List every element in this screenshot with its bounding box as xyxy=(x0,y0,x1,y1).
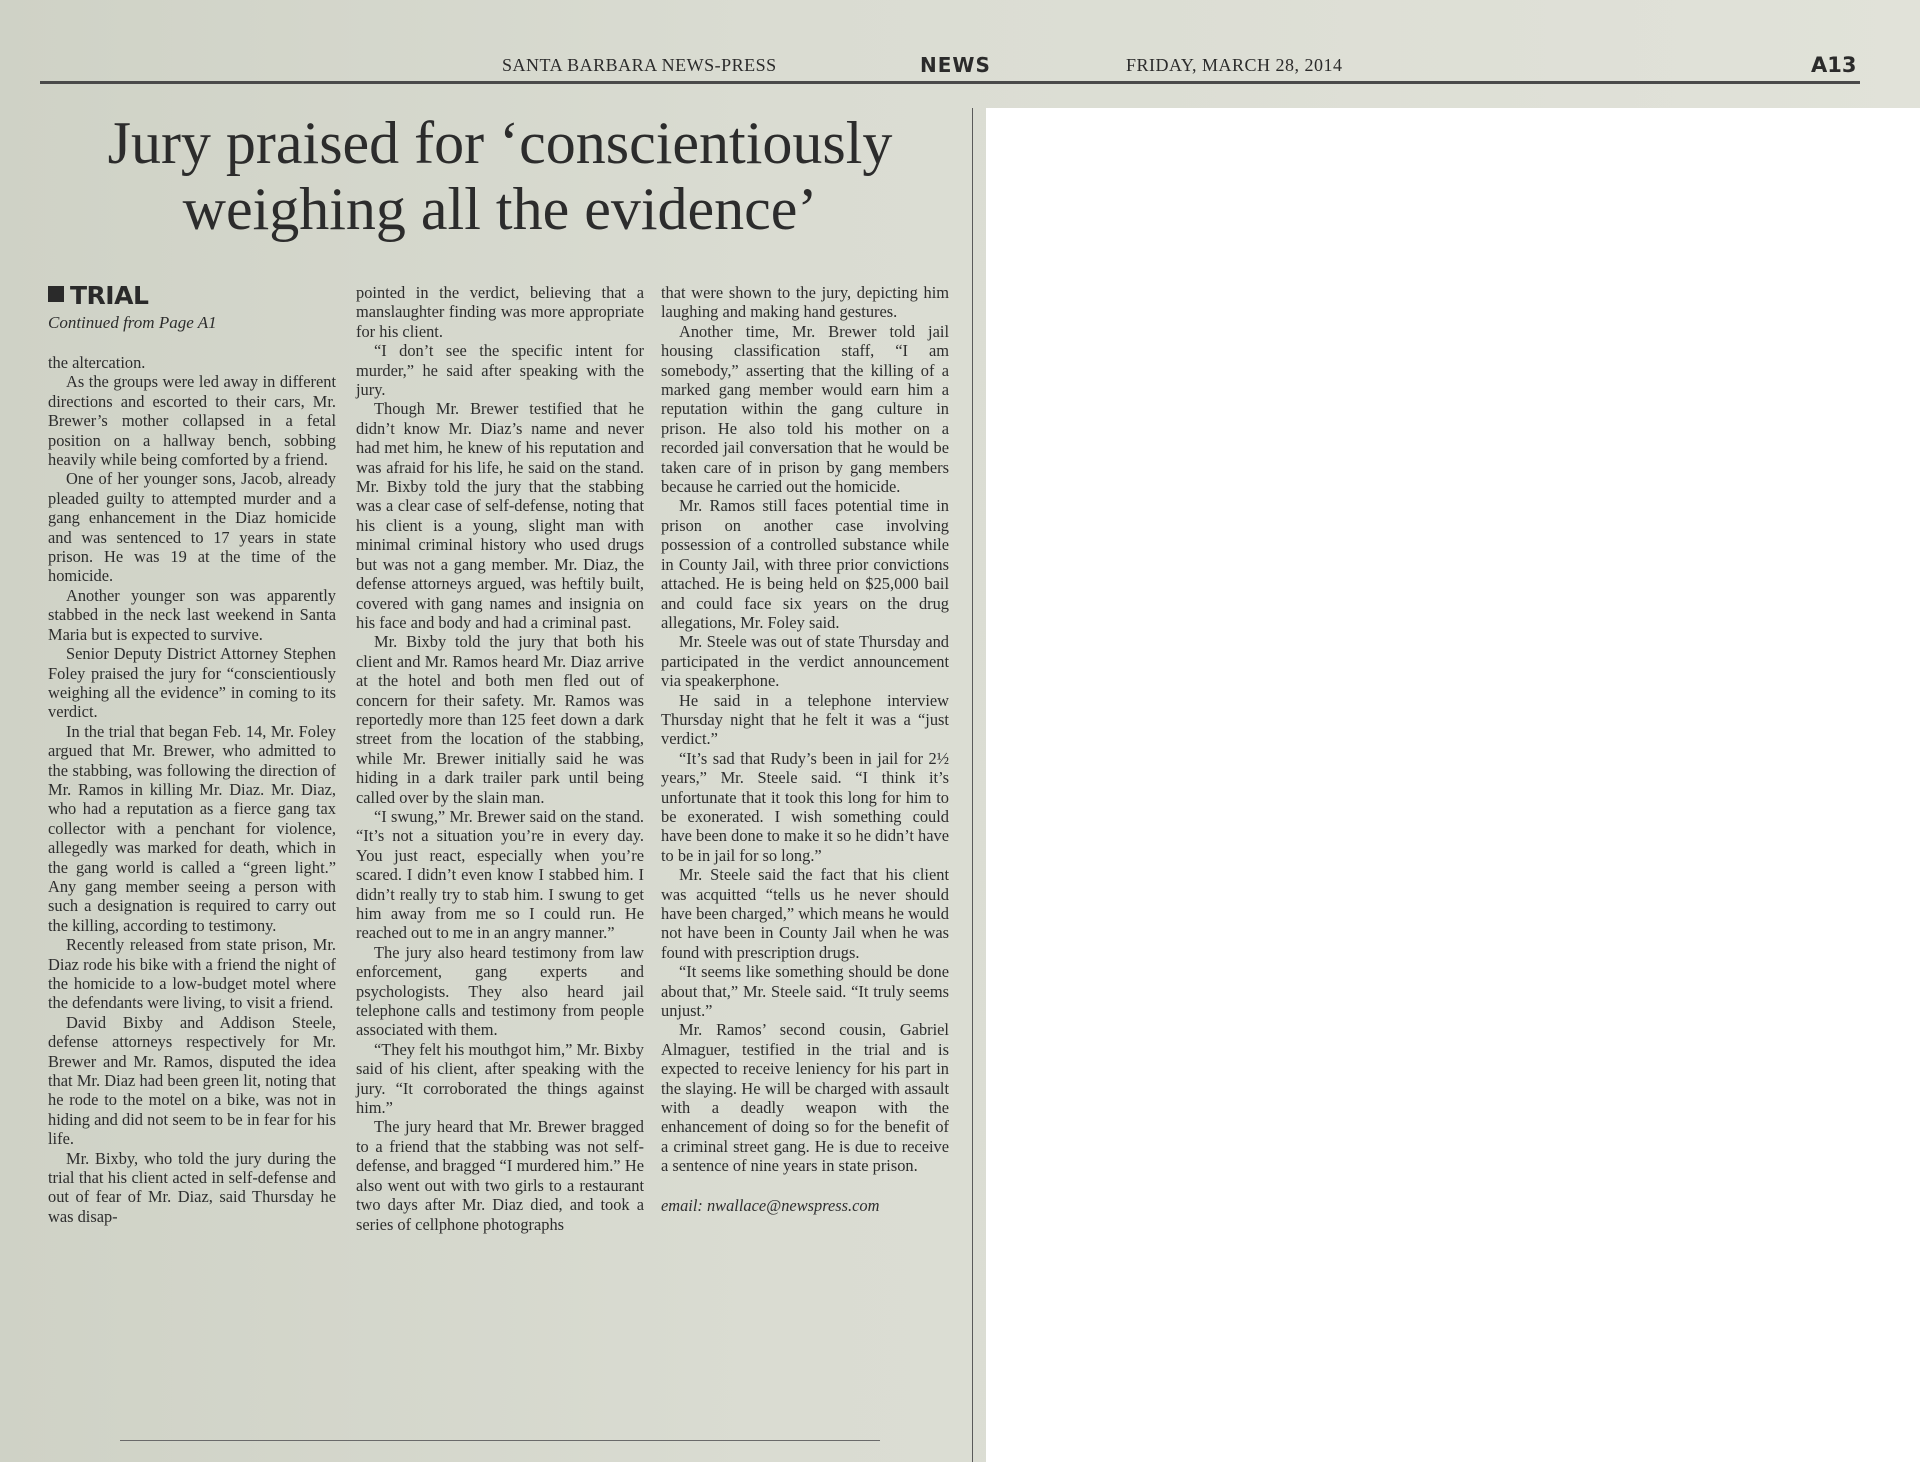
article-headline xyxy=(50,110,950,242)
paragraph: One of her younger sons, Jacob, already pleaded guilty to attempted murder and a gang enhancement in the Diaz homicide and was sentenced to 17 years in state prison. He was 19 at the time of the homicide. xyxy=(48,469,336,586)
paragraph: Mr. Bixby, who told the jury during the trial that his client acted in self-defense and out of fear of Mr. Diaz, said Thursday he was disap- xyxy=(48,1148,336,1226)
paragraph: “I don’t see the specific intent for murder,” he said after speaking with the jury. xyxy=(356,341,644,400)
paragraph: Mr. Bixby told the jury that both his client and Mr. Ramos heard Mr. Diaz arrive at the hotel and both men fled out of concern for their safety. Mr. Ramos was reportedly more than 125 feet down a dark street from the location of the stabbing, while Mr. Brewer initially said he was hiding in a dark trailer park until being called over by the slain man. xyxy=(356,632,644,807)
section-name: NEWS xyxy=(920,53,991,77)
paragraph: David Bixby and Addison Steele, defense attorneys respectively for Mr. Brewer and Mr. Ramos, disputed the idea that Mr. Diaz had been green lit, noting that he rode to the motel on a bike, was not in hiding and did not seem to be in fear for his life. xyxy=(48,1012,336,1149)
paragraph: “It’s sad that Rudy’s been in jail for 2½ years,” Mr. Steele said. “I think it’s unfortunate that it took this long for him to be exonerated. I wish something could have been done to make it so he didn’t have to be in jail for so long.” xyxy=(661,748,949,865)
kicker xyxy=(48,283,336,309)
paragraph: “They felt his mouthgot him,” Mr. Bixby said of his client, after speaking with the jury. “It corroborated the things against him.” xyxy=(356,1039,644,1118)
paragraph: As the groups were led away in different directions and escorted to their cars, Mr. Brewer’s mother collapsed in a fetal position on a hallway bench, sobbing heavily while being comforted by a friend. xyxy=(48,372,336,470)
paragraph: Mr. Ramos’ second cousin, Gabriel Almaguer, testified in the trial and is expected to receive leniency for his part in the slaying. He will be charged with assault with a deadly weapon with the enhancement of doing so for the benefit of a criminal street gang. He is due to receive a sentence of nine years in state prison. xyxy=(661,1020,949,1176)
continuation-line: Continued from Page A1 xyxy=(48,313,217,332)
paragraph: “I swung,” Mr. Brewer said on the stand. “It’s not a situation you’re in every day. You just react, especially when you’re scared. I didn’t even know I stabbed him. I didn’t really try to stab him. I swung to get him away from me so I could run. He reached out to me in an angry manner.” xyxy=(356,806,644,943)
headline-line-2: weighing all the evidence’ xyxy=(182,176,818,242)
paragraph: Recently released from state prison, Mr. Diaz rode his bike with a friend the night of the homicide to a low-budget motel where the defendants were living, to visit a friend. xyxy=(48,935,336,1013)
page-header xyxy=(40,55,1860,83)
column-edge-rule xyxy=(972,108,973,1462)
article-column-2 xyxy=(356,283,644,1234)
paragraph: that were shown to the jury, depicting him laughing and making hand gestures. xyxy=(661,283,949,322)
paragraph: Mr. Steele said the fact that his client was acquitted “tells us he never should have been charged,” which means he would not have been in County Jail when he was found with prescription drugs. xyxy=(661,865,949,962)
article-column-3 xyxy=(661,283,949,1215)
bottom-divider xyxy=(120,1440,880,1441)
kicker-label: TRIAL xyxy=(70,281,149,310)
newspaper-name: SANTA BARBARA NEWS-PRESS xyxy=(502,55,777,75)
paragraph: Another younger son was apparently stabbed in the neck last weekend in Santa Maria but is expected to survive. xyxy=(48,585,336,644)
paragraph: The jury heard that Mr. Brewer bragged to a friend that the stabbing was not self-defense, and bragged “I murdered him.” He also went out with two girls to a restaurant two days after Mr. Diaz died, and took a series of cellphone photographs xyxy=(356,1117,644,1234)
paragraph: He said in a telephone interview Thursday night that he felt it was a “just verdict.” xyxy=(661,690,949,749)
header-divider xyxy=(40,81,1860,84)
paragraph: The jury also heard testimony from law enforcement, gang experts and psychologists. They also heard jail telephone calls and testimony from people associated with them. xyxy=(356,942,644,1040)
kicker-square-icon xyxy=(48,286,64,302)
headline-line-1: Jury praised for ‘conscientiously xyxy=(107,110,893,176)
paragraph: the altercation. xyxy=(48,353,146,372)
paragraph: Mr. Steele was out of state Thursday and participated in the verdict announcement via speakerphone. xyxy=(661,632,949,691)
page-number: A13 xyxy=(1811,53,1857,77)
paragraph: Though Mr. Brewer testified that he didn’t know Mr. Diaz’s name and never had met him, he knew of his reputation and was afraid for his life, he said on the stand. Mr. Bixby told the jury that the stabbing was a clear case of self-defense, noting that his client is a young, slight man with minimal criminal history who used drugs but was not a gang member. Mr. Diaz, the defense attorneys argued, was heftily built, covered with gang names and insignia on his face and body and had a criminal past. xyxy=(356,399,644,632)
paragraph: Senior Deputy District Attorney Stephen Foley praised the jury for “conscientiously weighing all the evidence” in coming to its verdict. xyxy=(48,644,336,722)
article-column-1 xyxy=(48,283,336,1226)
paragraph: In the trial that began Feb. 14, Mr. Foley argued that Mr. Brewer, who admitted to the stabbing, was following the direction of Mr. Ramos in killing Mr. Diaz. Mr. Diaz, who had a reputation as a fierce gang tax collector with a penchant for violence, allegedly was marked for death, which in the gang world is called a “green light.” Any gang member seeing a person with such a designation is required to carry out the killing, according to testimony. xyxy=(48,721,336,935)
paragraph: pointed in the verdict, believing that a manslaughter finding was more appropriate for his client. xyxy=(356,283,644,341)
blank-area xyxy=(986,108,1920,1462)
paragraph: Mr. Ramos still faces potential time in prison on another case involving possession of a controlled substance while in County Jail, with three prior convictions attached. He is being held on $25,000 bail and could face six years on the drug allegations, Mr. Foley said. xyxy=(661,496,949,632)
issue-date: FRIDAY, MARCH 28, 2014 xyxy=(1126,55,1343,75)
paragraph: “It seems like something should be done about that,” Mr. Steele said. “It truly seems unjust.” xyxy=(661,962,949,1021)
author-email: email: nwallace@newspress.com xyxy=(661,1195,880,1215)
paragraph: Another time, Mr. Brewer told jail housing classification staff, “I am somebody,” asserting that the killing of a marked gang member would earn him a reputation within the gang culture in prison. He also told his mother on a recorded jail conversation that he would be taken care of in prison by gang members because he carried out the homicide. xyxy=(661,321,949,497)
